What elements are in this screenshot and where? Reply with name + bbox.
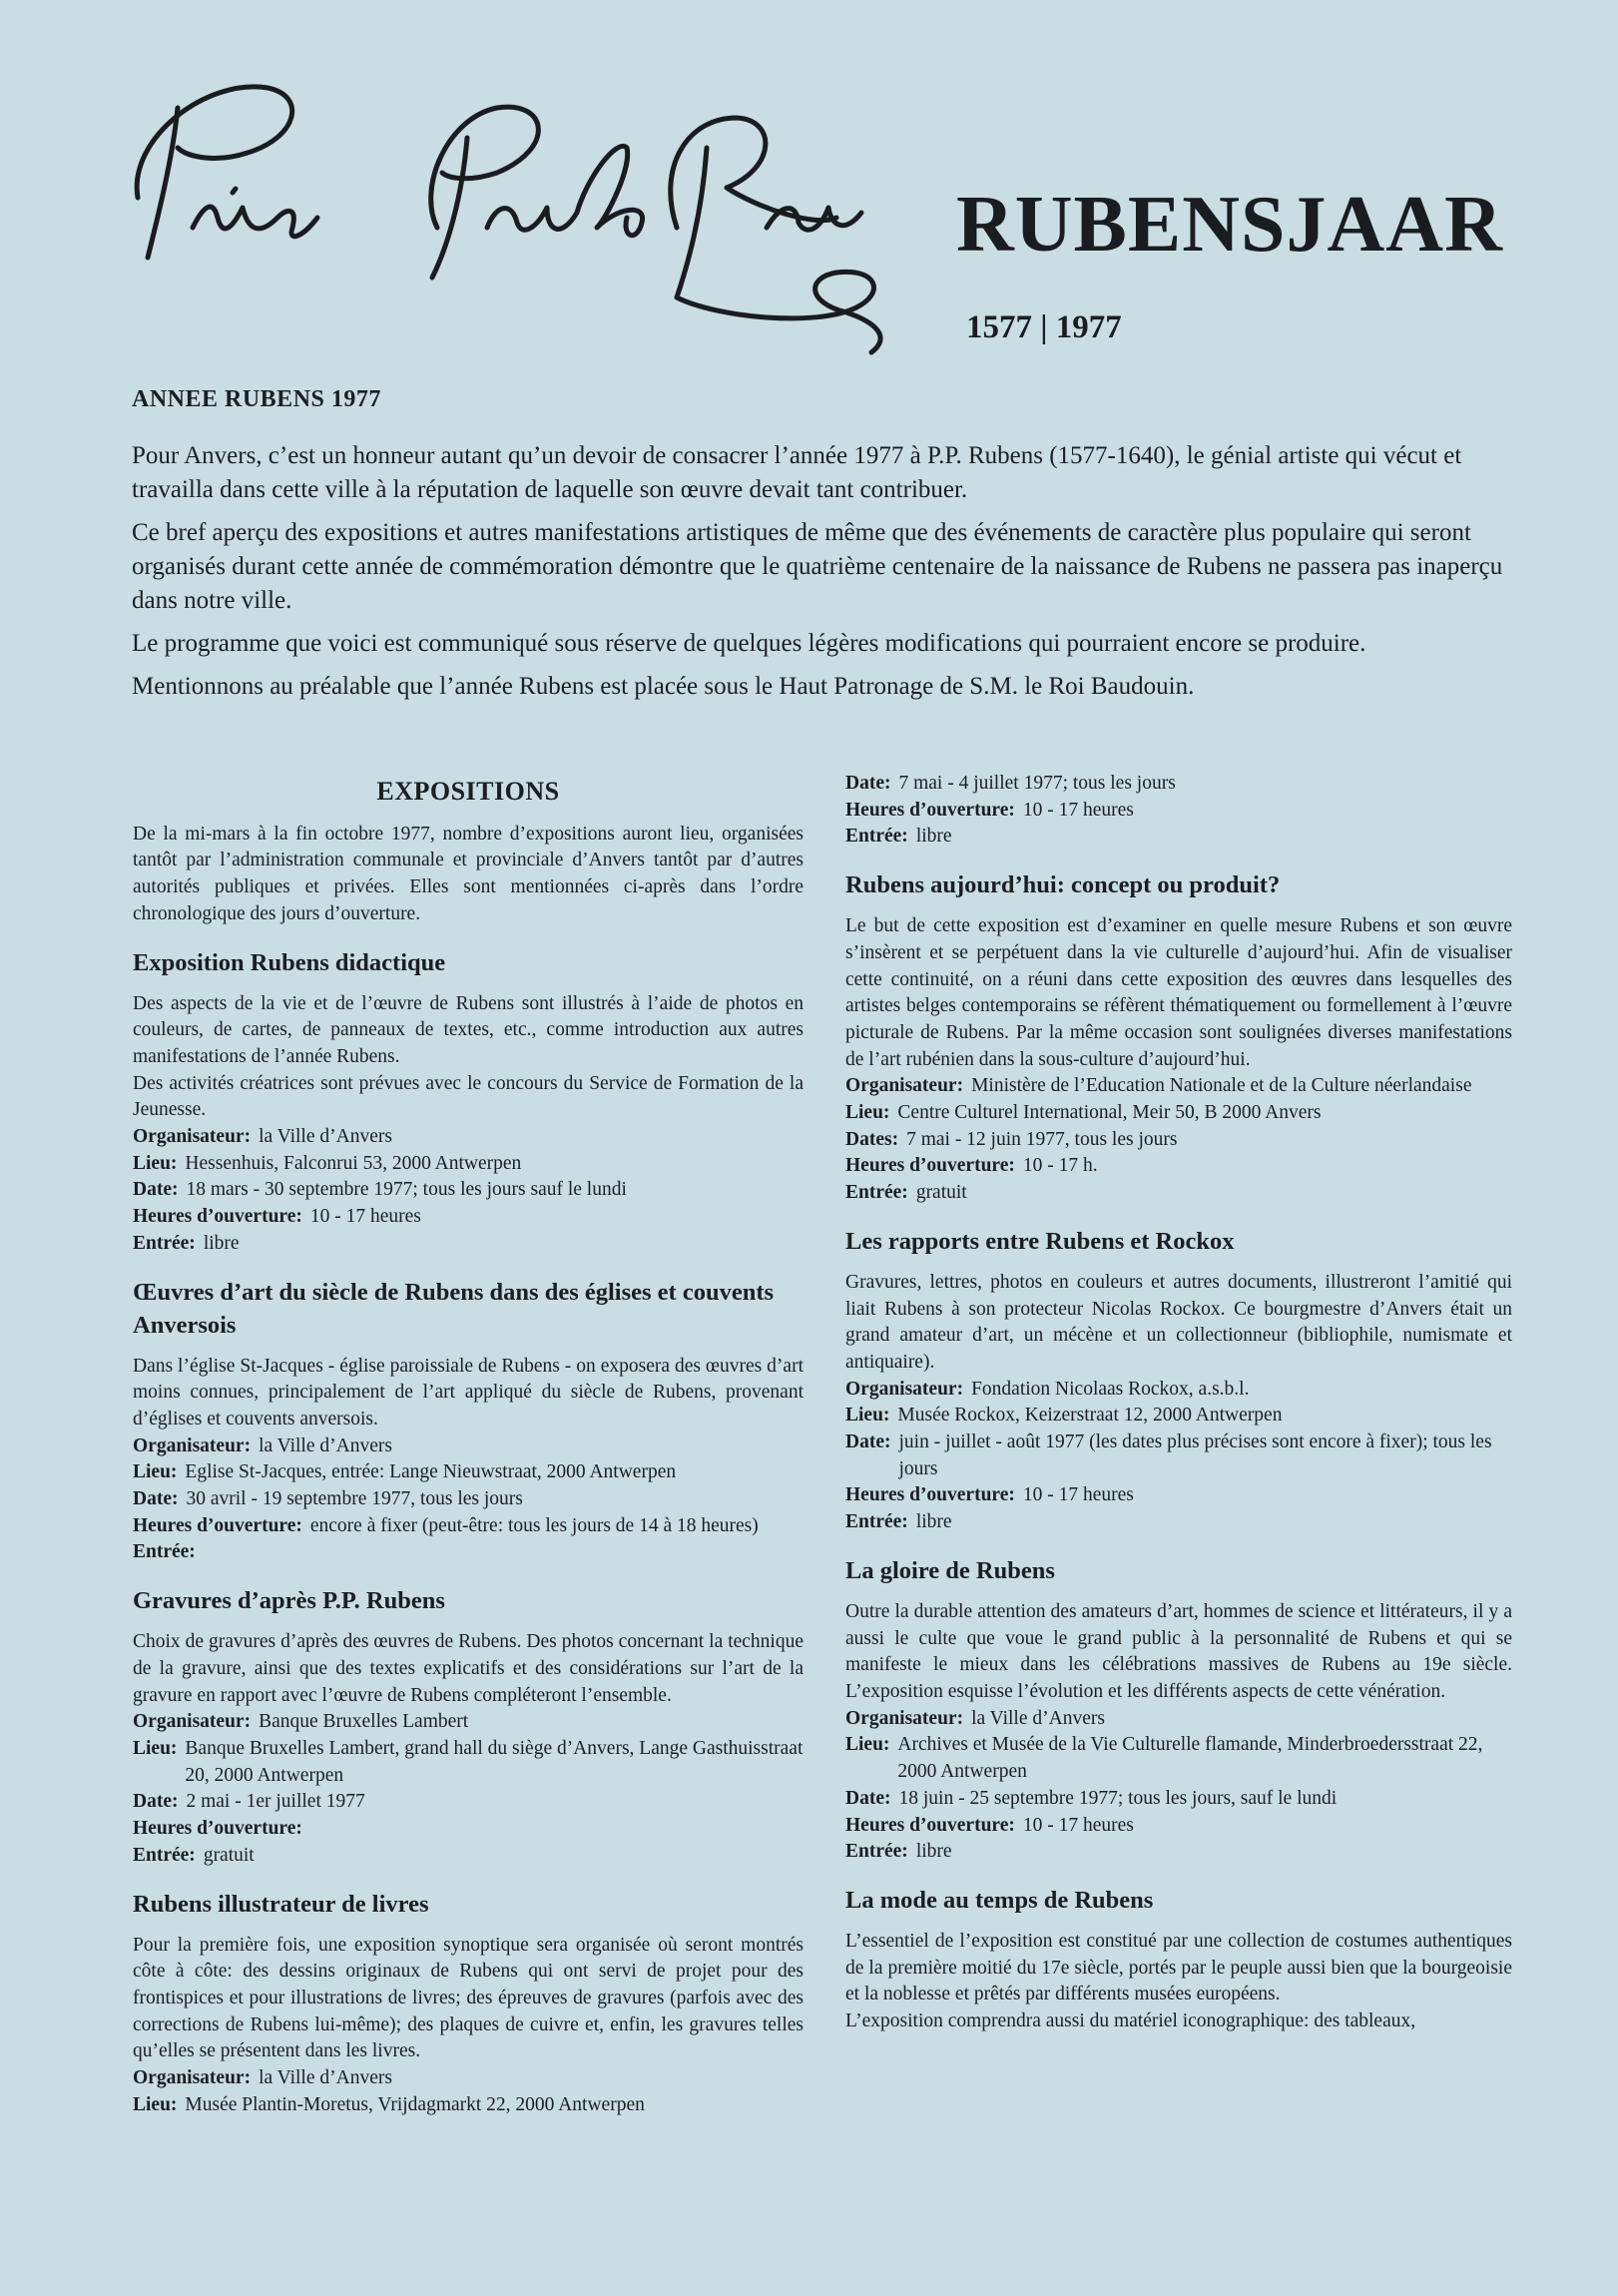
- exhibition-title: Rubens illustrateur de livres: [133, 1890, 429, 1918]
- date-field: Date: 2 mai - 1er juillet 1977: [133, 1791, 365, 1813]
- date-field: Date: 30 avril - 19 septembre 1977, tous les jours: [133, 1488, 523, 1510]
- location-field: Lieu: Musée Rockox, Keizerstraat 12, 2000 Antwerpen: [845, 1405, 1283, 1427]
- exhibition-title: La mode au temps de Rubens: [845, 1886, 1154, 1914]
- exhibition-description: Des activités créatrices sont prévues avec le concours du Service de Formation de la Jeunesse.: [133, 1072, 804, 1121]
- organizer-field: Organisateur: Ministère de l’Education Nationale et de la Culture néerlandaise: [845, 1075, 1472, 1097]
- organizer-field: Organisateur: la Ville d’Anvers: [133, 1126, 392, 1148]
- entry-field: Entrée: libre: [845, 1511, 952, 1533]
- location-field: Lieu: Banque Bruxelles Lambert, grand hall du siège d’Anvers, Lange Gasthuisstraat 20, 2000 Antwerpen: [133, 1737, 804, 1786]
- hours-field: Heures d’ouverture: encore à fixer (peut-être: tous les jours de 14 à 18 heures): [133, 1514, 759, 1536]
- location-field: Lieu: Hessenhuis, Falconrui 53, 2000 Antwerpen: [133, 1152, 522, 1174]
- entry-field: Entrée: gratuit: [133, 1844, 255, 1866]
- page-title: RUBENSJAAR: [956, 181, 1503, 269]
- years-label: 1577 | 1977: [966, 309, 1122, 345]
- exhibition-description: Dans l’église St-Jacques - église paroissiale de Rubens - on exposera des œuvres d’art moins connues, principalement de l’art appliqué du siècle de Rubens, provenant d’églises et couvents anversois.: [133, 1355, 804, 1430]
- intro-paragraph: Ce bref aperçu des expositions et autres manifestations artistiques de même que des événements de caractère plus populaire qui seront organisés durant cette année de commémoration démontre que le quatrième centenaire de la naissance de Rubens ne passera pas inaperçu dans notre ville.: [132, 519, 1503, 614]
- section-intro: De la mi-mars à la fin octobre 1977, nombre d’expositions auront lieu, organisées tantôt par l’administration communale et provinciale d’Anvers tantôt par d’autres autorités publiques et privées. Elles sont mentionnées ci-après dans l’ordre chronologique des jours d’ouverture.: [133, 823, 804, 924]
- hours-field: Heures d’ouverture:: [133, 1818, 302, 1840]
- entry-field: Entrée: gratuit: [845, 1182, 967, 1204]
- rubens-signature-logo: [118, 78, 896, 377]
- exhibition-description: Gravures, lettres, photos en couleurs et autres documents, illustreront l’amitié qui liait Rubens à son protecteur Nicolas Rockox. Ce bourgmestre d’Anvers était un grand amateur d’art, un mécène et un collectionneur (bibliophile, numismate et antiquaire).: [845, 1271, 1512, 1373]
- hours-field: Heures d’ouverture: 10 - 17 heures: [845, 799, 1134, 821]
- date-field: Date: 18 juin - 25 septembre 1977; tous les jours, sauf le lundi: [845, 1787, 1338, 1809]
- exhibition-entry: [845, 1554, 1512, 1866]
- intro-paragraph: Le programme que voici est communiqué sous réserve de quelques légères modifications qui pourraient encore se produire.: [132, 630, 1366, 657]
- left-column: [133, 769, 804, 2136]
- organizer-field: Organisateur: Banque Bruxelles Lambert: [133, 1711, 469, 1733]
- hours-field: Heures d’ouverture: 10 - 17 heures: [845, 1814, 1134, 1836]
- hours-field: Heures d’ouverture: 10 - 17 heures: [133, 1206, 421, 1228]
- exhibition-description: Des aspects de la vie et de l’œuvre de Rubens sont illustrés à l’aide de photos en couleurs, de cartes, de panneaux de textes, etc., comme introduction aux autres manifestations de l’année Rubens.: [133, 992, 804, 1067]
- organizer-field: Organisateur: la Ville d’Anvers: [133, 2067, 392, 2089]
- entry-field: Entrée: libre: [845, 1841, 952, 1863]
- exhibition-title: Exposition Rubens didactique: [133, 948, 446, 976]
- location-field: Lieu: Archives et Musée de la Vie Culturelle flamande, Minderbroedersstraat 22, 2000 Antwerpen: [845, 1734, 1483, 1783]
- location-field: Lieu: Musée Plantin-Moretus, Vrijdagmarkt 22, 2000 Antwerpen: [133, 2093, 645, 2115]
- exhibition-entry: [133, 1888, 804, 2119]
- intro-heading: ANNEE RUBENS 1977: [132, 386, 381, 412]
- exhibition-entry: [133, 1276, 804, 1567]
- location-field: Lieu: Centre Culturel International, Meir 50, B 2000 Anvers: [845, 1102, 1322, 1124]
- exhibition-title: Les rapports entre Rubens et Rockox: [845, 1227, 1235, 1255]
- entry-field: Entrée:: [133, 1541, 196, 1563]
- exhibition-description: L’exposition comprendra aussi du matériel iconographique: des tableaux,: [845, 2010, 1416, 2032]
- date-field: Dates: 7 mai - 12 juin 1977, tous les jours: [845, 1128, 1178, 1150]
- exhibition-entry: [133, 946, 804, 1258]
- organizer-field: Organisateur: Fondation Nicolaas Rockox, a.s.b.l.: [845, 1378, 1250, 1400]
- entry-field: Entrée: libre: [845, 826, 952, 848]
- entry-field: Entrée: libre: [133, 1232, 240, 1254]
- exhibition-title: La gloire de Rubens: [845, 1556, 1055, 1584]
- date-field: Date: 18 mars - 30 septembre 1977; tous les jours sauf le lundi: [133, 1179, 627, 1201]
- section-title: EXPOSITIONS: [376, 777, 560, 806]
- organizer-field: Organisateur: la Ville d’Anvers: [845, 1707, 1105, 1729]
- exhibition-description: L’essentiel de l’exposition est constitué par une collection de costumes authentiques de la première moitié du 17e siècle, portés par le peuple aussi bien que la bourgeoisie et la noblesse et prêtés par différents musées européens.: [845, 1930, 1512, 2006]
- right-column: [845, 771, 1512, 2053]
- date-field: Date: juin - juillet - août 1977 (les dates plus précises sont encore à fixer); tous les jours: [845, 1432, 1492, 1479]
- intro-paragraph: Mentionnons au préalable que l’année Rubens est placée sous le Haut Patronage de S.M. le Roi Baudouin.: [132, 673, 1195, 700]
- exhibition-title: Rubens aujourd’hui: concept ou produit?: [845, 871, 1281, 899]
- hours-field: Heures d’ouverture: 10 - 17 h.: [845, 1155, 1098, 1177]
- organizer-field: Organisateur: la Ville d’Anvers: [133, 1435, 392, 1456]
- intro-paragraph: Pour Anvers, c’est un honneur autant qu’un devoir de consacrer l’année 1977 à P.P. Rubens (1577-1640), le génial artiste qui vécut et travailla dans cette ville à la réputation de laquelle son œuvre devait tant contribuer.: [132, 442, 1462, 503]
- exhibition-title: Œuvres d’art du siècle de Rubens dans des églises et couvents Anversois: [133, 1278, 775, 1339]
- exhibition-title: Gravures d’après P.P. Rubens: [133, 1587, 445, 1615]
- exhibition-continuation: [845, 771, 1512, 851]
- exhibition-entry: [845, 1225, 1512, 1536]
- exhibition-description: Le but de cette exposition est d’examiner en quelle mesure Rubens et son œuvre s’insèrent et se perpétuent dans la vie culturelle d’aujourd’hui. Afin de visualiser cette continuité, on a réuni dans cette exposition des œuvres dans lesquelles des artistes belges contemporains se réfèrent thématiquement ou formellement à l’œuvre picturale de Rubens. Par la même occasion sont soulignées diverses manifestations de l’art rubénien dans la sous-culture d’aujourd’hui.: [845, 915, 1512, 1070]
- exhibition-entry: [133, 1584, 804, 1869]
- exhibition-entry: [845, 868, 1512, 1207]
- intro-text: [132, 439, 1507, 713]
- exhibition-description: Pour la première fois, une exposition synoptique sera organisée où seront montrés côte à côte: des dessins originaux de Rubens qui ont servi de projet pour des frontispices et pour illustrations de livres; des épreuves de gravures (parfois avec des corrections de Rubens lui-même); des plaques de cuivre et, enfin, les gravures telles qu’elles se présentent dans les livres.: [133, 1934, 804, 2062]
- date-field: Date: 7 mai - 4 juillet 1977; tous les jours: [845, 773, 1176, 794]
- hours-field: Heures d’ouverture: 10 - 17 heures: [845, 1484, 1134, 1506]
- exhibition-description: Outre la durable attention des amateurs d’art, hommes de science et littérateurs, il y a aussi le culte que voue le grand public à la personnalité de Rubens et qui se manifeste le mieux dans les célébrations massives de Rubens au 19e siècle. L’exposition esquisse l’évolution et les différents aspects de cette vénération.: [845, 1600, 1512, 1702]
- exhibition-entry: [845, 1884, 1512, 2035]
- location-field: Lieu: Eglise St-Jacques, entrée: Lange Nieuwstraat, 2000 Antwerpen: [133, 1461, 677, 1483]
- exhibition-description: Choix de gravures d’après des œuvres de Rubens. Des photos concernant la technique de la gravure, ainsi que des textes explicatifs et des considérations sur l’art de la gravure en rapport avec l’œuvre de Rubens compléteront l’ensemble.: [133, 1631, 804, 1706]
